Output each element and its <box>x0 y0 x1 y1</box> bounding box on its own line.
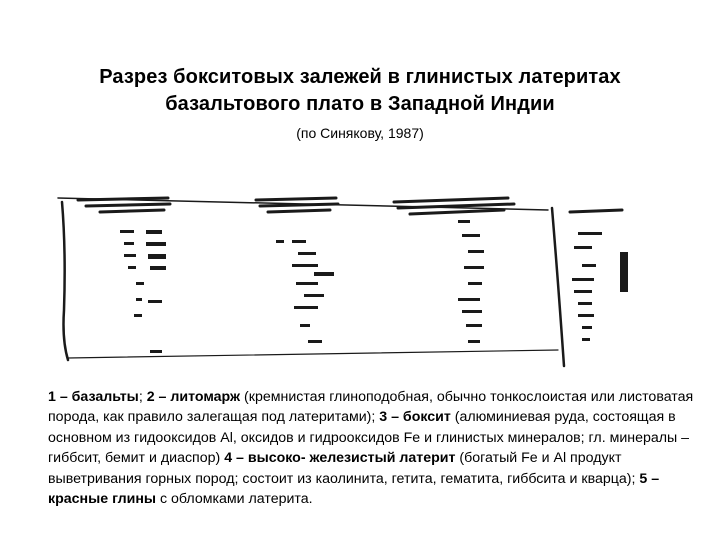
scan-speck <box>136 282 144 285</box>
scan-speck <box>574 290 592 293</box>
legend-term-5: 5 – красные глины <box>48 470 660 508</box>
legend-term-1: 1 – базальты <box>48 389 139 405</box>
legend-description-3: (алюминиевая руда, состоящая в основном из гидооксидов Al, оксидов и гидрооксидов Fe и глинистых минералов; гл. минералы – гиббсит, бемит и диаспор) <box>48 409 690 467</box>
scan-speck <box>458 298 480 301</box>
scan-speck <box>276 240 284 243</box>
scan-speck <box>300 324 310 327</box>
legend-description-2: (кремнистая глиноподобная, обычно тонкослоистая или листоватая порода, как правило залегащая под латеритами); <box>48 389 694 426</box>
legend-term-2: 2 – литомарж <box>146 389 241 405</box>
geologic-section-scan <box>38 190 676 368</box>
column-header-mark <box>410 210 504 214</box>
legend-text <box>48 387 698 509</box>
scan-speck <box>134 314 142 317</box>
column-header-mark <box>268 210 330 212</box>
column-header-mark <box>78 198 168 200</box>
scan-speck <box>304 294 324 297</box>
column-header-mark <box>86 204 170 206</box>
scan-speck <box>298 252 316 255</box>
slide-title-line-2: базальтового плато в Западной Индии <box>165 93 555 115</box>
scan-speck <box>582 338 590 341</box>
legend-term-4: 4 – высоко- железистый латерит <box>224 450 456 467</box>
geologic-section-figure <box>38 190 676 368</box>
scan-speck <box>582 326 592 329</box>
legend-description-5: с обломками латерита. <box>156 491 313 508</box>
scan-speck <box>578 302 592 305</box>
column-header-mark <box>398 204 514 208</box>
scan-speck <box>148 254 166 259</box>
scan-speck <box>136 298 142 301</box>
scan-speck <box>462 310 482 313</box>
scan-speck <box>464 266 484 269</box>
scan-speck <box>620 252 628 292</box>
section-boundary-line <box>68 350 558 358</box>
column-header-mark <box>260 204 338 206</box>
scan-speck <box>292 240 306 243</box>
column-header-mark <box>256 198 336 200</box>
scan-speck <box>292 264 318 267</box>
scan-speck <box>150 350 162 353</box>
source-citation: (по Синякову, 1987) <box>296 125 424 141</box>
scan-speck <box>148 300 162 303</box>
section-boundary-line <box>552 208 564 366</box>
legend-term-3: 3 – боксит <box>379 409 451 426</box>
scan-speck <box>468 340 480 343</box>
scan-speck <box>574 246 592 249</box>
column-header-mark <box>570 210 622 212</box>
scan-speck <box>308 340 322 343</box>
scan-speck <box>462 234 480 237</box>
scan-speck <box>572 278 594 281</box>
scan-speck <box>128 266 136 269</box>
scan-speck <box>294 306 318 309</box>
scan-speck <box>582 264 596 267</box>
scan-speck <box>146 230 162 234</box>
scan-speck <box>296 282 318 285</box>
scan-speck <box>578 314 594 317</box>
scan-speck <box>124 254 136 257</box>
legend-description-4: (богатый Fe и Al продукт выветривания горных пород; состоит из каолинита, гетита, гематита, гиббсита и кварца); <box>48 450 640 487</box>
scan-speck <box>466 324 482 327</box>
slide-title <box>40 64 680 118</box>
scan-speck <box>146 242 166 246</box>
scan-speck <box>314 272 334 276</box>
scan-speck <box>578 232 602 235</box>
scan-speck <box>458 220 470 223</box>
scan-speck <box>468 282 482 285</box>
legend-separator: ; <box>138 389 147 405</box>
column-header-mark <box>394 198 508 202</box>
slide-title-line-1: Разрез бокситовых залежей в глинистых латеритах <box>99 66 621 88</box>
scan-speck <box>120 230 134 233</box>
scan-speck <box>124 242 134 245</box>
column-header-mark <box>100 210 164 212</box>
scan-speck <box>150 266 166 270</box>
section-boundary-line <box>62 202 68 360</box>
scan-speck <box>468 250 484 253</box>
